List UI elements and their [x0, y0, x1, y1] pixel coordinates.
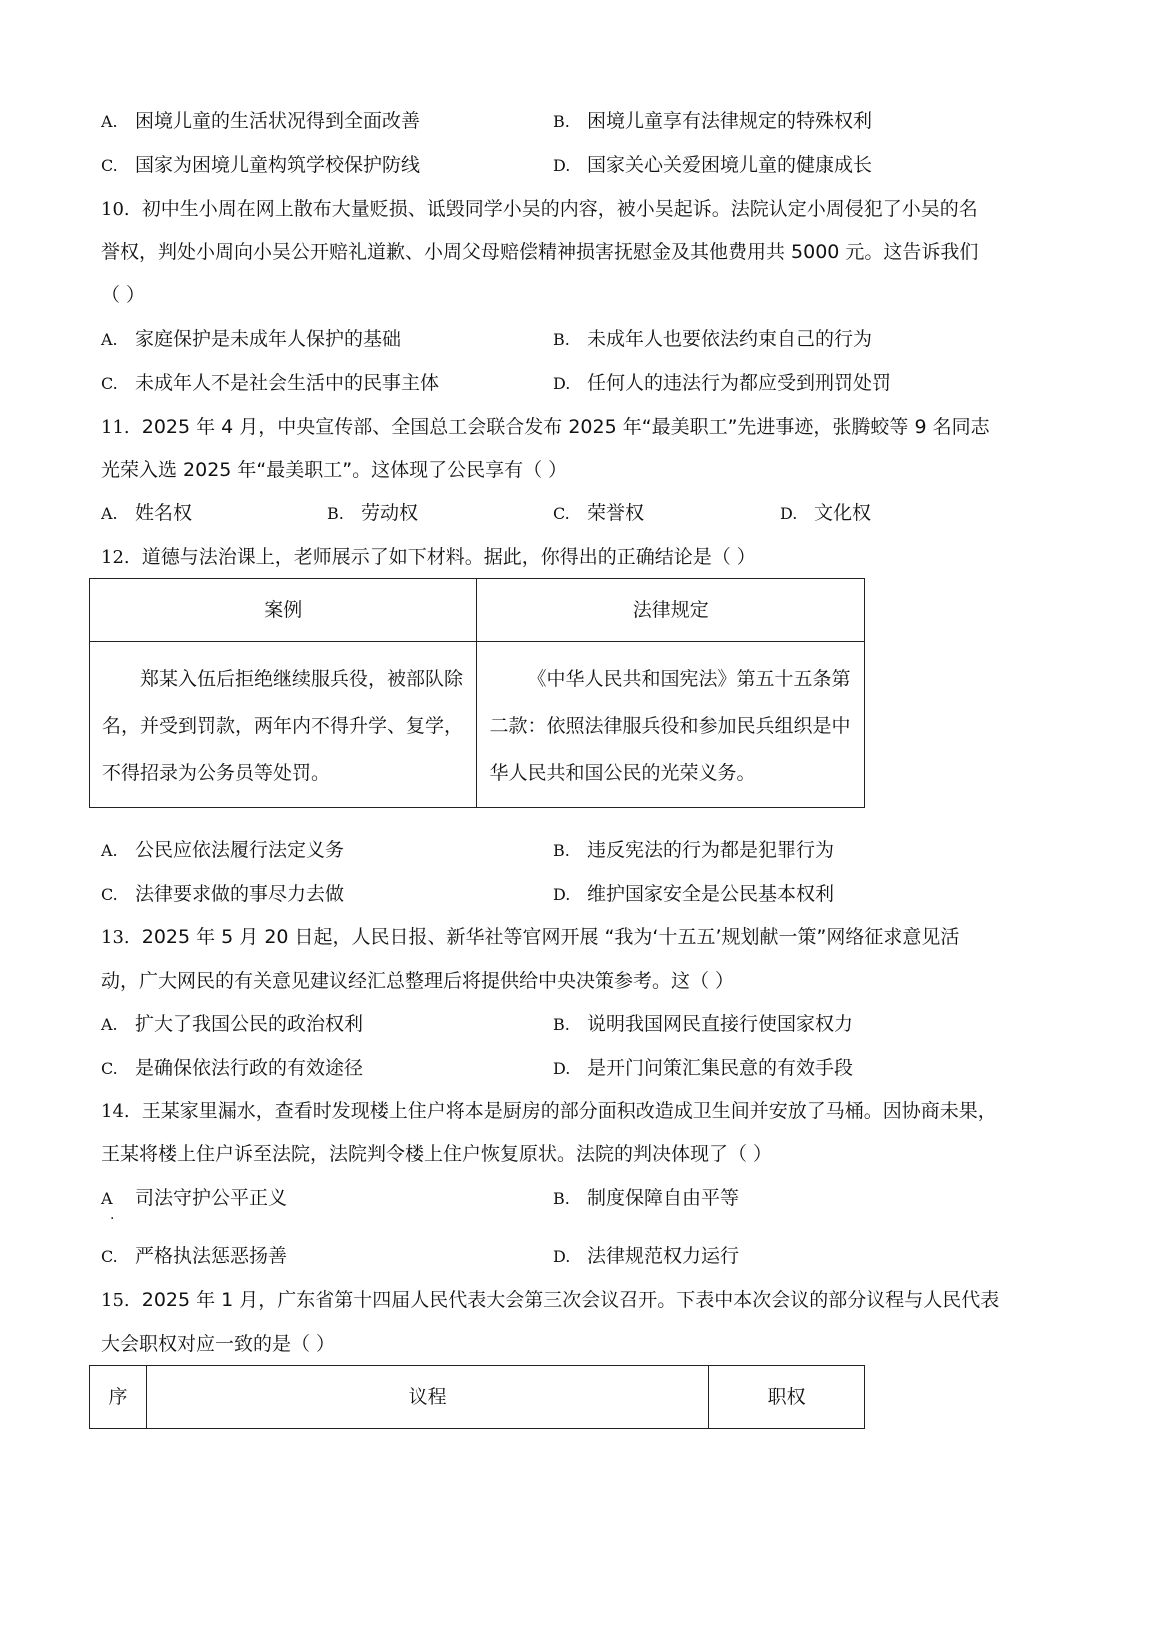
- q11-option-b: B. 劳动权: [327, 502, 419, 524]
- q12-table-header-case: 案例: [90, 579, 477, 642]
- q14-option-a: A 司法守护公平正义: [101, 1187, 288, 1209]
- q12-material-table: [89, 578, 865, 808]
- q12-option-d: D. 维护国家安全是公民基本权利: [553, 883, 835, 905]
- q15-agenda-table: [89, 1365, 865, 1429]
- q12-option-c: C. 法律要求做的事尽力去做: [101, 883, 345, 905]
- q10-option-c: C. 未成年人不是社会生活中的民事主体: [101, 372, 440, 394]
- q10-option-d: D. 任何人的违法行为都应受到刑罚处罚: [553, 372, 892, 394]
- q10-answer-paren: （ ）: [101, 284, 146, 306]
- q15-table-header-agenda: 议程: [146, 1366, 708, 1429]
- q14-option-b: B. 制度保障自由平等: [553, 1187, 740, 1209]
- q11-option-c: C. 荣誉权: [553, 502, 645, 524]
- q10-option-a: A. 家庭保护是未成年人保护的基础: [101, 328, 402, 350]
- q14-stem-line1: 14. 王某家里漏水，查看时发现楼上住户将本是厨房的部分面积改造成卫生间并安放了马桶。因协商未果，: [101, 1100, 997, 1122]
- q12-stem: 12. 道德与法治课上，老师展示了如下材料。据此，你得出的正确结论是（ ）: [101, 546, 756, 568]
- q13-stem-line2: 动，广大网民的有关意见建议经汇总整理后将提供给中央决策参考。这（ ）: [101, 970, 735, 992]
- q14-option-c: C. 严格执法惩恶扬善: [101, 1245, 288, 1267]
- q14-option-d: D. 法律规范权力运行: [553, 1245, 740, 1267]
- q13-option-c: C. 是确保依法行政的有效途径: [101, 1057, 364, 1079]
- q12-table-case-text: 郑某入伍后拒绝继续服兵役，被部队除名，并受到罚款，两年内不得升学、复学，不得招录为公务员等处罚。: [90, 642, 477, 808]
- q11-option-d: D. 文化权: [780, 502, 872, 524]
- q9-option-a: A. 困境儿童的生活状况得到全面改善: [101, 110, 421, 132]
- q11-option-a: A. 姓名权: [101, 502, 193, 524]
- q9-option-c: C. 国家为困境儿童构筑学校保护防线: [101, 154, 421, 176]
- q11-stem-line1: 11. 2025 年 4 月，中央宣传部、全国总工会联合发布 2025 年“最美职工”先进事迹，张腾蛟等 9 名同志: [101, 416, 990, 438]
- q15-table-header-power: 职权: [709, 1366, 865, 1429]
- q12-option-a: A. 公民应依法履行法定义务: [101, 839, 345, 861]
- q12-option-b: B. 违反宪法的行为都是犯罪行为: [553, 839, 835, 861]
- q10-stem-line2: 誉权，判处小周向小吴公开赔礼道歉、小周父母赔偿精神损害抚慰金及其他费用共 5000 元。这告诉我们: [101, 241, 979, 263]
- q10-stem-line1: 10. 初中生小周在网上散布大量贬损、诋毁同学小吴的内容，被小吴起诉。法院认定小周侵犯了小吴的名: [101, 198, 978, 220]
- q10-option-b: B. 未成年人也要依法约束自己的行为: [553, 328, 873, 350]
- q12-table-header-law: 法律规定: [477, 579, 865, 642]
- q14-option-a-dot: .: [110, 1207, 115, 1223]
- q12-table-law-text: 《中华人民共和国宪法》第五十五条第二款：依照法律服兵役和参加民兵组织是中华人民共和国公民的光荣义务。: [477, 642, 865, 808]
- q15-stem-line1: 15. 2025 年 1 月，广东省第十四届人民代表大会第三次会议召开。下表中本次会议的部分议程与人民代表: [101, 1289, 1000, 1311]
- q9-option-b: B. 困境儿童享有法律规定的特殊权利: [553, 110, 873, 132]
- q13-option-b: B. 说明我国网民直接行使国家权力: [553, 1013, 854, 1035]
- q13-option-d: D. 是开门问策汇集民意的有效手段: [553, 1057, 854, 1079]
- q15-table-header-index: 序: [90, 1366, 147, 1429]
- q14-stem-line2: 王某将楼上住户诉至法院，法院判令楼上住户恢复原状。法院的判决体现了（ ）: [101, 1143, 773, 1165]
- q11-stem-line2: 光荣入选 2025 年“最美职工”。这体现了公民享有（ ）: [101, 459, 568, 481]
- q13-stem-line1: 13. 2025 年 5 月 20 日起，人民日报、新华社等官网开展 “我为‘十五五’规划献一策”网络征求意见活: [101, 926, 960, 948]
- q15-stem-line2: 大会职权对应一致的是（ ）: [101, 1333, 336, 1355]
- q13-option-a: A. 扩大了我国公民的政治权利: [101, 1013, 364, 1035]
- q9-option-d: D. 国家关心关爱困境儿童的健康成长: [553, 154, 873, 176]
